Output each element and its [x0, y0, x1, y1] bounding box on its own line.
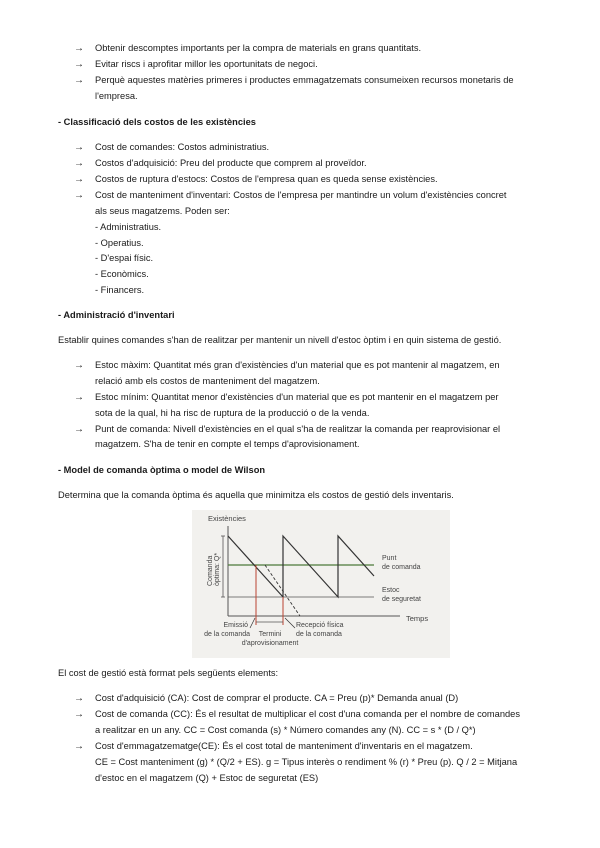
- y-label-optima: òptima: Q*: [214, 552, 221, 586]
- arrow-icon: →: [74, 158, 84, 169]
- arrow-icon: →: [74, 59, 84, 70]
- bullet-text: sota de la qual, hi ha risc de ruptura de la producció o de la venda.: [95, 408, 370, 418]
- arrow-icon: →: [74, 693, 84, 704]
- bullet-text: a realitzar en un any. CC = Cost comanda (s) * Número comandes any (N). CC = s * (D / Q*): [95, 725, 476, 735]
- arrow-icon: →: [74, 741, 84, 752]
- bullet-text: relació amb els costos de manteniment del magatzem.: [95, 376, 320, 386]
- arrow-icon: →: [74, 174, 84, 185]
- bullet-text: Obtenir descomptes importants per la compra de materials en grans quantitats.: [95, 43, 422, 53]
- punt-label-2: de comanda: [382, 564, 421, 571]
- section-heading: - Administració d'inventari: [58, 310, 175, 320]
- bullet-text: l'empresa.: [95, 91, 138, 101]
- bullet-text: Costos de ruptura d'estocs: Costos de l'empresa quan es queda sense existències.: [95, 174, 438, 184]
- termini-label-1: Termini: [258, 631, 282, 638]
- bullet-text: Perquè aquestes matèries primeres i productes emmagatzemats consumeixen recursos monetaris de: [95, 75, 514, 85]
- estoc-label-1: Estoc: [382, 587, 400, 594]
- y-label-comanda: Comanda: [207, 555, 214, 586]
- sublist-item: - D'espai físic.: [95, 253, 154, 263]
- bullet-text: Estoc mínim: Quantitat menor d'existències d'un material que es pot mantenir en el magatzem per: [95, 392, 499, 402]
- arrow-icon: →: [74, 190, 84, 201]
- paragraph: Determina que la comanda òptima és aquella que minimitza els costos de gestió dels inventaris.: [58, 490, 454, 500]
- sublist-item: - Financers.: [95, 285, 145, 295]
- x-axis-title: Temps: [406, 614, 429, 623]
- wilson-model-figure: [192, 510, 450, 658]
- estoc-label-2: de seguretat: [382, 596, 421, 603]
- termini-label-2: d'aprovisionament: [241, 640, 299, 647]
- punt-label-1: Punt: [382, 555, 397, 562]
- emissio-label-1: Emissió: [223, 622, 248, 629]
- section-heading: - Model de comanda òptima o model de Wilson: [58, 465, 266, 475]
- bullet-text: Costos d'adquisició: Preu del producte que comprem al proveïdor.: [95, 158, 367, 168]
- bullet-text: Estoc màxim: Quantitat més gran d'existències d'un material que es pot mantenir al magatzem, en: [95, 360, 500, 370]
- arrow-icon: →: [74, 142, 84, 153]
- y-axis-title: Existències: [208, 514, 246, 523]
- bullet-text: Cost d'adquisició (CA): Cost de comprar el producte. CA = Preu (p)* Demanda anual (D): [95, 693, 459, 703]
- bullet-text: magatzem. S'ha de tenir en compte el temps d'aprovisionament.: [95, 439, 360, 449]
- bullet-text: als seus magatzems. Poden ser:: [95, 206, 230, 216]
- bullet-text: Cost de comanda (CC): És el resultat de multiplicar el cost d'una comanda per el nombre de comandes: [95, 709, 520, 719]
- sublist-item: - Operatius.: [95, 238, 144, 248]
- recepcio-label-2: de la comanda: [296, 631, 342, 638]
- arrow-icon: →: [74, 75, 84, 86]
- bullet-text: Cost de manteniment d'inventari: Costos de l'empresa per mantindre un volum d'existències concret: [95, 190, 507, 200]
- paragraph: Establir quines comandes s'han de realitzar per mantenir un nivell d'estoc òptim i en quin sistema de gestió.: [58, 335, 502, 345]
- arrow-icon: →: [74, 43, 84, 54]
- bullet-text: CE = Cost manteniment (g) * (Q/2 + ES). g = Tipus interès o rendiment % (r) * Preu (p). Q / 2 = Mitjana: [95, 757, 518, 767]
- recepcio-label-1: Recepció física: [296, 622, 344, 629]
- bullet-text: Cost d'emmagatzematge(CE): És el cost total de manteniment d'inventaris en el magatzem.: [95, 741, 473, 751]
- arrow-icon: →: [74, 392, 84, 403]
- arrow-icon: →: [74, 709, 84, 720]
- bullet-text: Punt de comanda: Nivell d'existències en el qual s'ha de realitzar la comanda per reaprovisionar el: [95, 424, 501, 434]
- arrow-icon: →: [74, 360, 84, 371]
- emissio-label-2: de la comanda: [204, 631, 250, 638]
- sublist-item: - Econòmics.: [95, 269, 149, 279]
- arrow-icon: →: [74, 424, 84, 435]
- bullet-text: Cost de comandes: Costos administratius.: [95, 142, 270, 152]
- bullet-text: Evitar riscs i aprofitar millor les oportunitats de negoci.: [95, 59, 318, 69]
- sublist-item: - Administratius.: [95, 222, 162, 232]
- paragraph: El cost de gestió està format pels següents elements:: [58, 668, 279, 678]
- section-heading: - Classificació dels costos de les existències: [58, 117, 256, 127]
- bullet-text: d'estoc en el magatzem (Q) + Estoc de seguretat (ES): [95, 773, 319, 783]
